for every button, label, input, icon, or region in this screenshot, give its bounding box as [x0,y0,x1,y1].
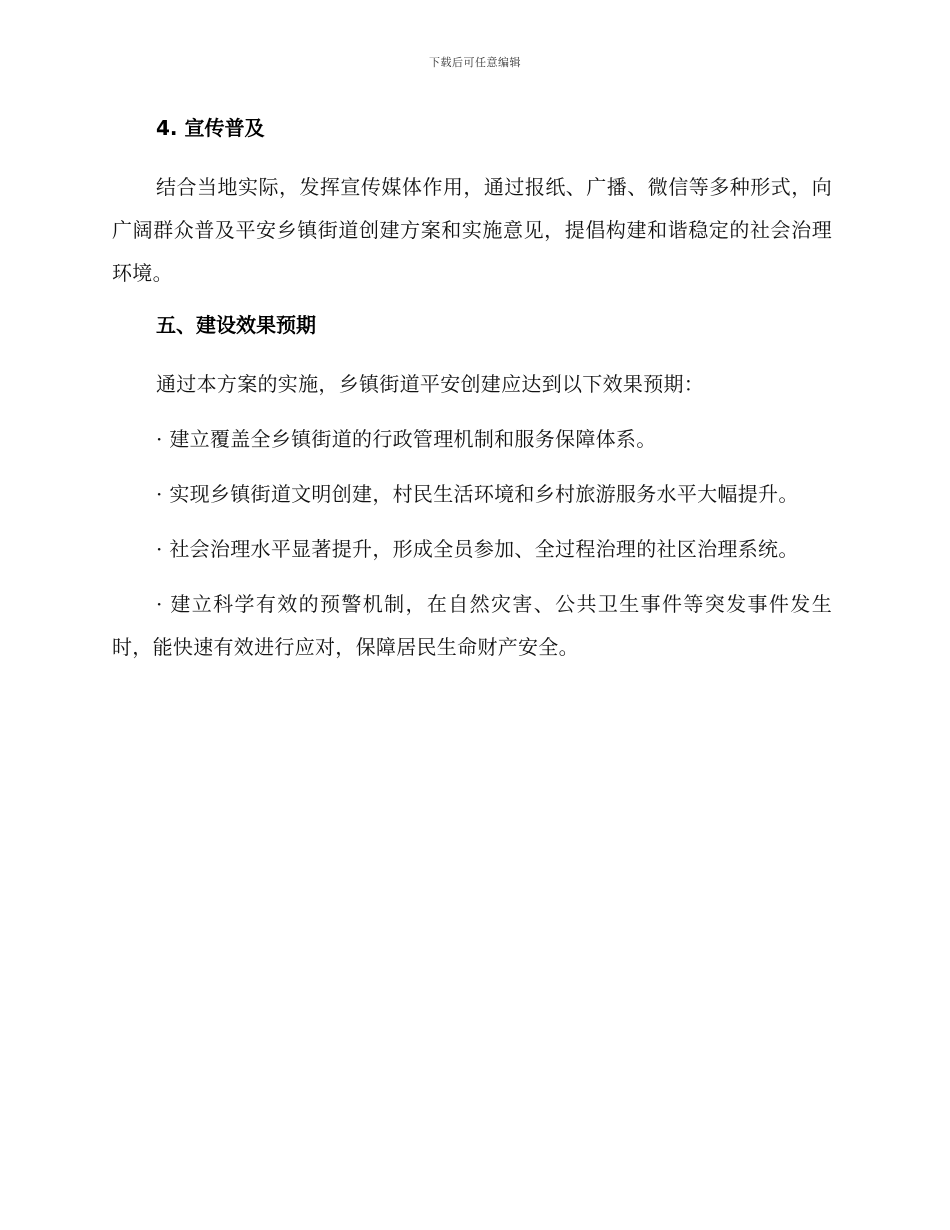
bullet-item: · 建立覆盖全乡镇街道的行政管理机制和服务保障体系。 [156,427,657,451]
section-5-intro: 通过本方案的实施，乡镇街道平安创建应达到以下效果预期： [156,372,705,396]
section-4-heading: 4. 宣传普及 [156,116,265,140]
bullet-item: · 实现乡镇街道文明创建，村民生活环境和乡村旅游服务水平大幅提升。 [156,482,799,506]
bullet-item: · 建立科学有效的预警机制，在自然灾害、公共卫生事件等突发事件发生时，能快速有效进行应对，保障居民生命财产安全。 [112,592,832,659]
document-body [112,110,832,681]
bullet-item: · 社会治理水平显著提升，形成全员参加、全过程治理的社区治理系统。 [156,537,799,561]
section-5-heading: 五、建设效果预期 [156,313,316,337]
section-4-paragraph: 结合当地实际，发挥宣传媒体作用，通过报纸、广播、微信等多种形式，向广阔群众普及平安乡镇街道创建方案和实施意见，提倡构建和谐稳定的社会治理环境。 [112,175,832,285]
header-note: 下载后可任意编辑 [429,56,521,69]
